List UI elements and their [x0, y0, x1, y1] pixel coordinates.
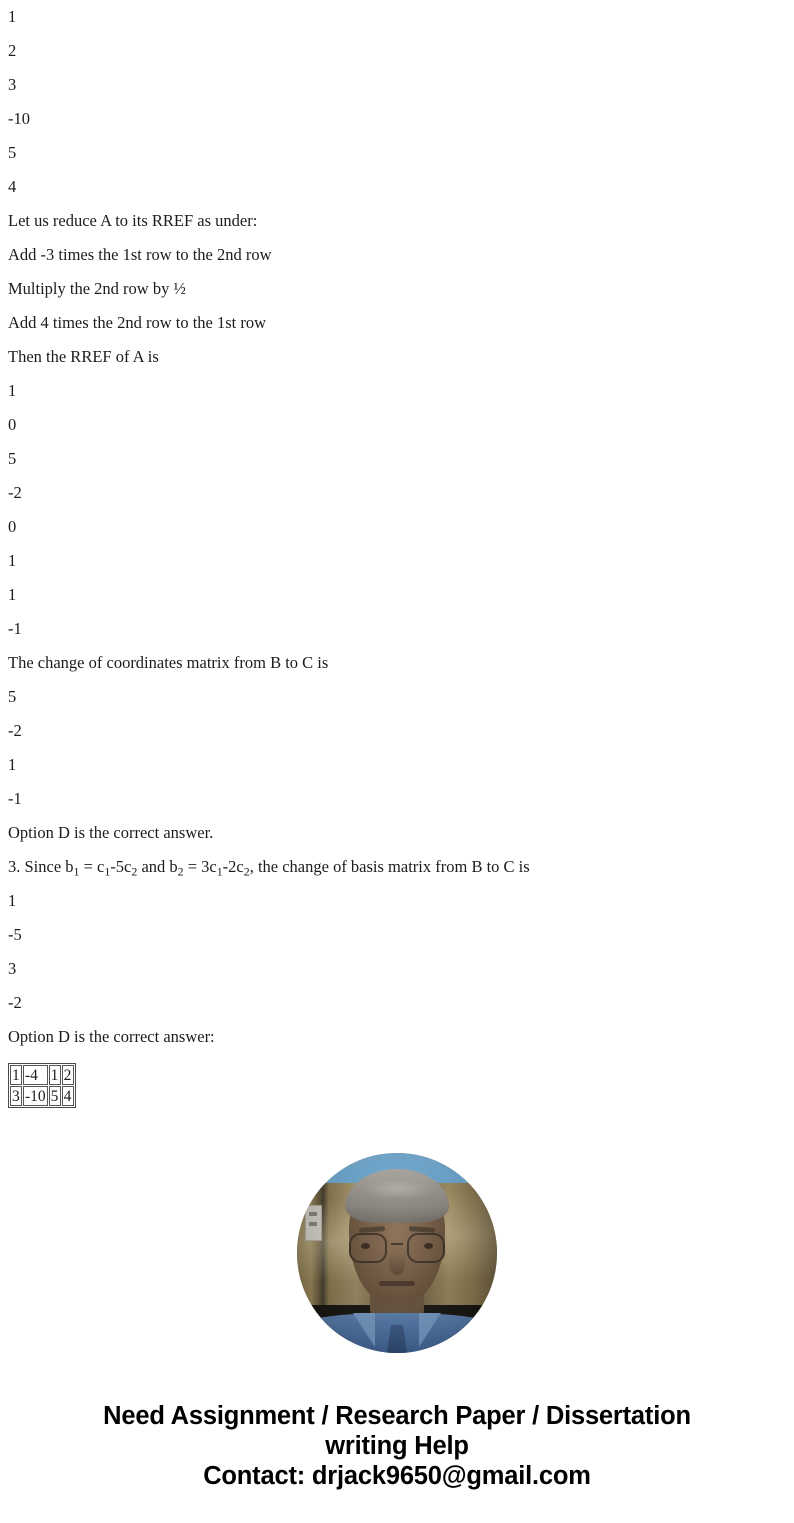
q3-subscript: 1 [104, 864, 111, 879]
rref-result-label: Then the RREF of A is [8, 347, 159, 366]
avatar [297, 1153, 497, 1353]
eyeglass-bridge [391, 1243, 403, 1245]
q3-subscript: 2 [243, 864, 250, 879]
promo-footer [0, 1401, 794, 1491]
matrix-table [8, 1063, 76, 1108]
answer-statement: Option D is the correct answer. [8, 823, 214, 842]
text-line: 2 [8, 41, 17, 60]
nose [389, 1253, 405, 1275]
q3-mid-1: = c [79, 857, 105, 876]
q3-suffix: , the change of basis matrix from B to C is [249, 857, 530, 876]
matrix-cell: 4 [62, 1086, 74, 1106]
text-line: 5 [8, 687, 17, 706]
collar-left [353, 1313, 375, 1347]
text-line: 3 [8, 75, 17, 94]
row-operation-step: Multiply the 2nd row by ½ [8, 279, 186, 298]
portrait-section [0, 1153, 794, 1353]
promo-line-2: writing Help [325, 1432, 469, 1460]
q3-prefix: 3. Since b [8, 857, 74, 876]
mouth [379, 1281, 415, 1286]
row-operation-step: Add 4 times the 2nd row to the 1st row [8, 313, 267, 332]
text-line: 0 [8, 415, 17, 434]
text-line: 1 [8, 7, 17, 26]
matrix-cell: 1 [10, 1065, 22, 1085]
promo-contact-line: Contact: drjack9650@gmail.com [203, 1462, 591, 1490]
text-line: -10 [8, 109, 30, 128]
matrix-cell: 2 [62, 1065, 74, 1085]
text-line: 4 [8, 177, 17, 196]
text-line: 5 [8, 143, 17, 162]
collar-right [419, 1313, 441, 1347]
text-line: 1 [8, 381, 17, 400]
light-switch [305, 1205, 322, 1241]
text-line: 5 [8, 449, 17, 468]
rref-intro-text: Let us reduce A to its RREF as under: [8, 211, 258, 230]
matrix-table-wrapper [8, 1054, 786, 1114]
text-line: -1 [8, 789, 22, 808]
text-line: 0 [8, 517, 17, 536]
text-line: -2 [8, 993, 22, 1012]
eyeglass-lens-right [407, 1233, 445, 1263]
text-line: 1 [8, 755, 17, 774]
question-3-statement [8, 850, 786, 884]
change-of-coordinates-label: The change of coordinates matrix from B to C is [8, 653, 329, 672]
q3-subscript: 1 [73, 864, 80, 879]
table-row [10, 1065, 74, 1085]
text-line: 1 [8, 551, 17, 570]
q3-mid-5: -2c [222, 857, 244, 876]
matrix-cell: 3 [10, 1086, 22, 1106]
table-row [10, 1086, 74, 1106]
text-line: 3 [8, 959, 17, 978]
answer-statement: Option D is the correct answer: [8, 1027, 215, 1046]
text-line: -5 [8, 925, 22, 944]
q3-subscript: 2 [177, 864, 184, 879]
matrix-cell: -4 [23, 1065, 48, 1085]
text-line: -2 [8, 483, 22, 502]
text-line: 1 [8, 585, 17, 604]
text-line: 1 [8, 891, 17, 910]
q3-mid-2: -5c [110, 857, 132, 876]
text-line: -2 [8, 721, 22, 740]
q3-subscript: 1 [216, 864, 223, 879]
promo-line-1: Need Assignment / Research Paper / Dissertation [103, 1402, 691, 1430]
q3-mid-4: = 3c [183, 857, 217, 876]
matrix-cell: 5 [49, 1086, 61, 1106]
q3-subscript: 2 [131, 864, 138, 879]
row-operation-step: Add -3 times the 1st row to the 2nd row [8, 245, 272, 264]
q3-mid-3: and b [137, 857, 178, 876]
matrix-cell: 1 [49, 1065, 61, 1085]
eyeglass-lens-left [349, 1233, 387, 1263]
text-line: -1 [8, 619, 22, 638]
matrix-cell: -10 [25, 1087, 46, 1105]
